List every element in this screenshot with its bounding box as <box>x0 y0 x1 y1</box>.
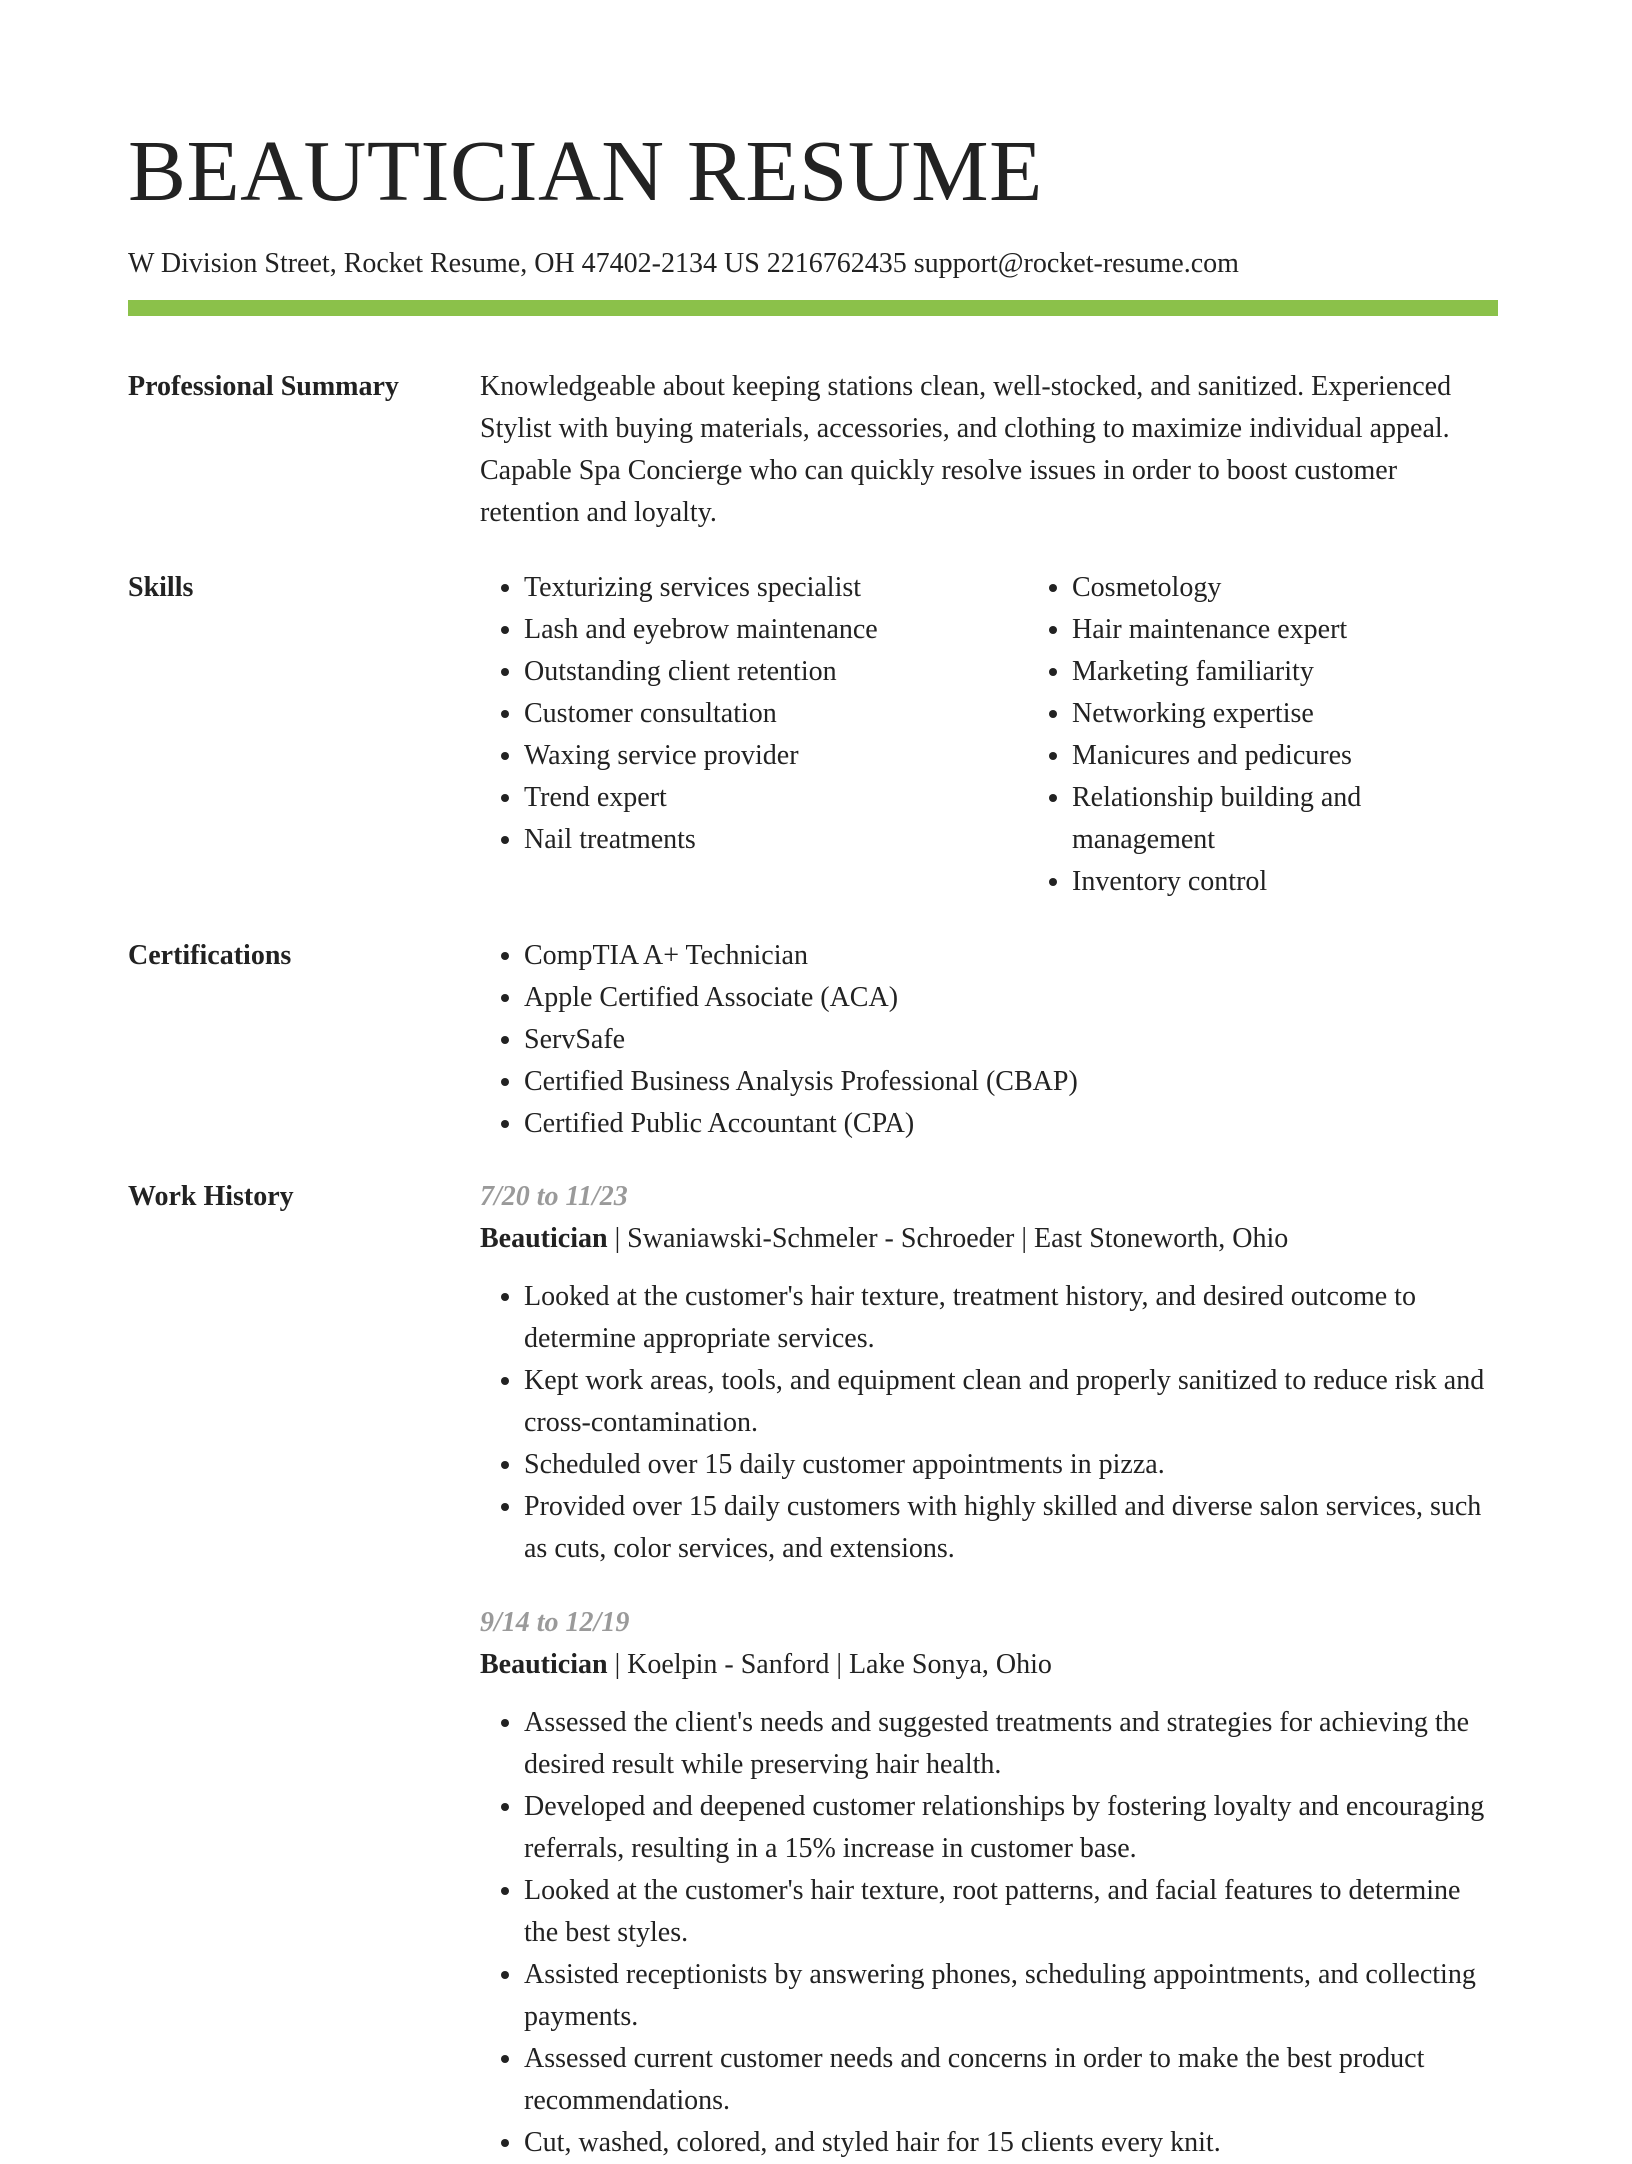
job-bullet: • Provided over 15 daily customers with highly skilled and diverse salon services, such as cuts, color services, and extensions. <box>524 1486 1498 1570</box>
job-bullet: • Looked at the customer's hair texture, root patterns, and facial features to determine the best styles. <box>524 1870 1498 1954</box>
skill-item: • Relationship building and management <box>1072 777 1498 861</box>
skills-list-right <box>1028 567 1498 903</box>
skill-item: • Waxing service provider <box>524 735 1028 777</box>
skills-grid <box>480 567 1498 903</box>
job-title: Beautician <box>480 1223 608 1254</box>
skill-item: • Nail treatments <box>524 819 1028 861</box>
skill-item: • Manicures and pedicures <box>1072 735 1498 777</box>
job-employer-location: | Koelpin - Sanford | Lake Sonya, Ohio <box>607 1649 1052 1680</box>
section-label-summary: Professional Summary <box>128 371 399 402</box>
certifications-body <box>480 935 1498 1145</box>
resume-title: BEAUTICIAN RESUME <box>128 122 1043 219</box>
skill-item: • Lash and eyebrow maintenance <box>524 609 1028 651</box>
summary-body <box>480 366 1498 534</box>
job-bullet: • Assessed current customer needs and concerns in order to make the best product recommendations. <box>524 2038 1498 2122</box>
job-employer-location: | Swaniawski-Schmeler - Schroeder | East Stoneworth, Ohio <box>607 1223 1289 1254</box>
job-bullet-list <box>480 1702 1498 2164</box>
skill-item: • Inventory control <box>1072 861 1498 903</box>
job-bullet: • Scheduled over 15 daily customer appointments in pizza. <box>524 1444 1498 1486</box>
skill-item: • Marketing familiarity <box>1072 651 1498 693</box>
job-bullet-list <box>480 1276 1498 1570</box>
section-label-certifications: Certifications <box>128 940 292 971</box>
job-bullet: • Kept work areas, tools, and equipment clean and properly sanitized to reduce risk and cross-contamination. <box>524 1360 1498 1444</box>
work-history-body <box>480 1176 1498 2164</box>
job-entry <box>480 1602 1498 2164</box>
skill-item: • Networking expertise <box>1072 693 1498 735</box>
skill-item: • Texturizing services specialist <box>524 567 1028 609</box>
job-heading <box>480 1644 1498 1686</box>
skill-item: • Hair maintenance expert <box>1072 609 1498 651</box>
certification-item: • Certified Public Accountant (CPA) <box>524 1103 1498 1145</box>
skill-item: • Trend expert <box>524 777 1028 819</box>
certification-item: • CompTIA A+ Technician <box>524 935 1498 977</box>
section-skills <box>128 567 1498 903</box>
certification-item: • Certified Business Analysis Professional (CBAP) <box>524 1061 1498 1103</box>
summary-text: Knowledgeable about keeping stations clean, well-stocked, and sanitized. Experienced Stylist with buying materials, accessories, and clothing to maximize individual appeal. Capable Spa Concierge who can quickly resolve issues in order to boost customer retention and loyalty. <box>480 371 1452 528</box>
certifications-list <box>480 935 1498 1145</box>
contact-info: W Division Street, Rocket Resume, OH 47402-2134 US 2216762435 support@rocket-resume.com <box>128 248 1239 279</box>
section-label-skills: Skills <box>128 572 194 603</box>
certification-item: • Apple Certified Associate (ACA) <box>524 977 1498 1019</box>
job-bullet: • Cut, washed, colored, and styled hair for 15 clients every knit. <box>524 2122 1498 2164</box>
header-divider <box>128 300 1498 316</box>
job-bullet: • Developed and deepened customer relationships by fostering loyalty and encouraging referrals, resulting in a 15% increase in customer base. <box>524 1786 1498 1870</box>
job-bullet: • Looked at the customer's hair texture, treatment history, and desired outcome to determine appropriate services. <box>524 1276 1498 1360</box>
job-dates: 7/20 to 11/23 <box>480 1181 628 1212</box>
certification-item: • ServSafe <box>524 1019 1498 1061</box>
skill-item: • Customer consultation <box>524 693 1028 735</box>
section-professional-summary <box>128 366 1498 534</box>
job-entry <box>480 1176 1498 1570</box>
job-dates: 9/14 to 12/19 <box>480 1607 630 1638</box>
job-bullet: • Assessed the client's needs and suggested treatments and strategies for achieving the desired result while preserving hair health. <box>524 1702 1498 1786</box>
skill-item: • Cosmetology <box>1072 567 1498 609</box>
skills-list-left <box>480 567 1028 903</box>
section-work-history <box>128 1176 1498 2164</box>
section-certifications <box>128 935 1498 1145</box>
job-heading <box>480 1218 1498 1260</box>
section-label-work-history: Work History <box>128 1181 294 1212</box>
job-title: Beautician <box>480 1649 608 1680</box>
skill-item: • Outstanding client retention <box>524 651 1028 693</box>
job-bullet: • Assisted receptionists by answering phones, scheduling appointments, and collecting payments. <box>524 1954 1498 2038</box>
